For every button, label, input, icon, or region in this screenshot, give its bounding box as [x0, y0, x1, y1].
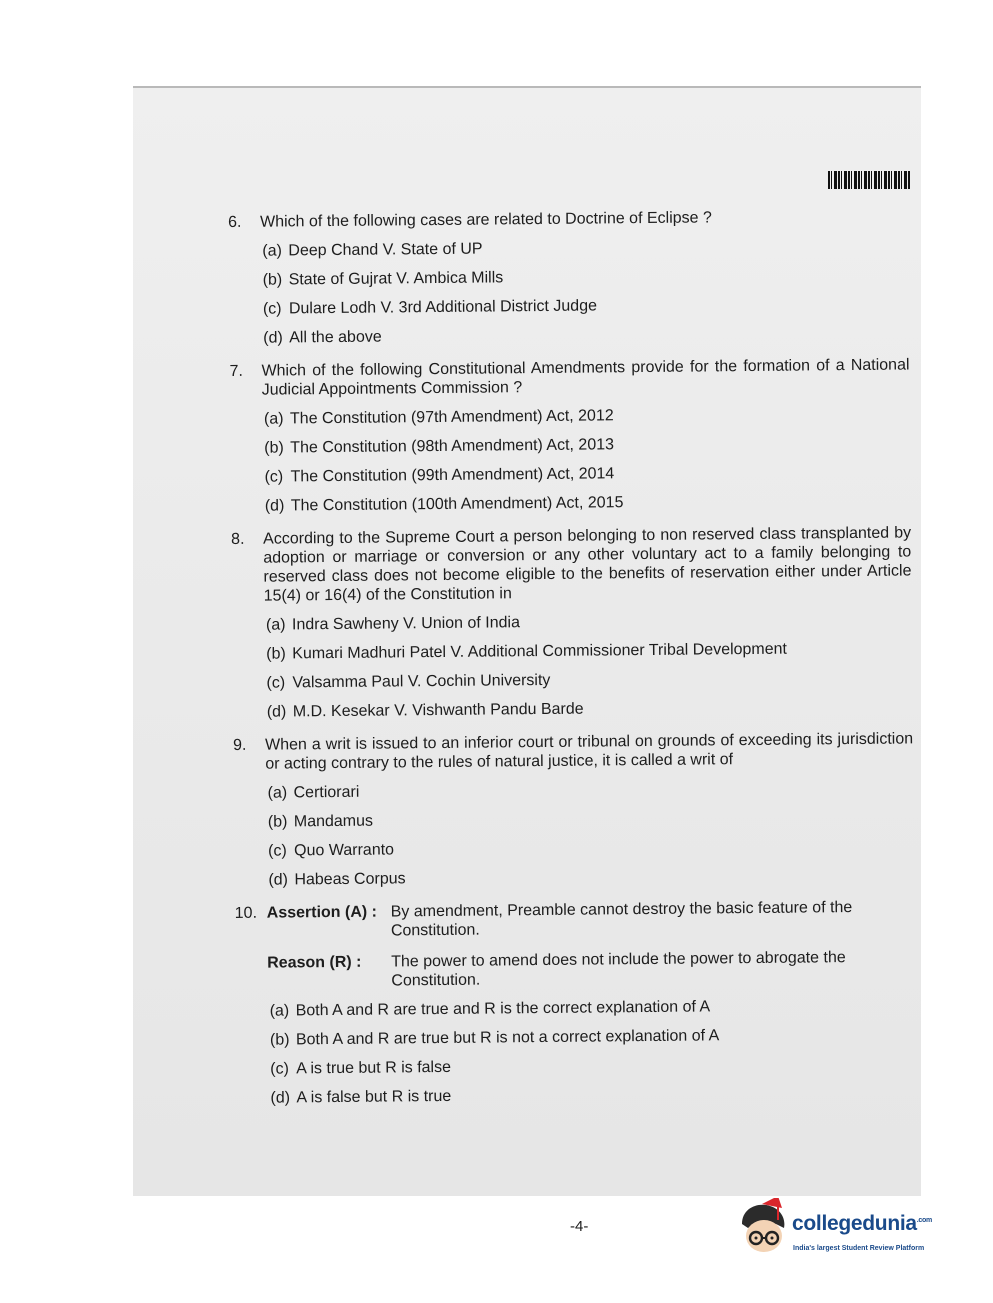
option-text: Dulare Lodh V. 3rd Additional District Judge: [288, 297, 598, 318]
option-label: (c): [262, 300, 282, 318]
option: [267, 696, 913, 721]
option: [266, 667, 912, 692]
option-label: (c): [264, 468, 284, 486]
question-text: Which of the following cases are related to Doctrine of Eclipse ?: [260, 209, 712, 231]
option: [268, 806, 914, 831]
student-mascot-icon: [736, 1198, 794, 1260]
question-8: [231, 523, 913, 722]
question-list: [228, 206, 917, 1121]
option-text: Both A and R are true and R is the correct explanation of A: [295, 998, 711, 1020]
option-label: (d): [270, 1089, 291, 1107]
option-label: (c): [270, 1060, 289, 1078]
assertion-text: By amendment, Preamble cannot destroy the basic feature of the Constitution.: [390, 899, 853, 940]
reason-row: [267, 947, 915, 991]
option-label: (a): [263, 410, 284, 428]
option-text: Mandamus: [293, 812, 374, 831]
option-text: The Constitution (98th Amendment) Act, 2013: [290, 436, 615, 457]
option-text: M.D. Kesekar V. Vishwanth Pandu Barde: [292, 700, 584, 721]
option-text: A is true but R is false: [296, 1058, 452, 1078]
option: [263, 264, 909, 289]
option-text: Valsamma Paul V. Cochin University: [292, 671, 551, 692]
option: [268, 864, 914, 889]
question-number: 9.: [233, 736, 247, 754]
option: [266, 638, 912, 663]
option-text: All the above: [289, 328, 382, 347]
option: [264, 403, 910, 428]
option-label: (a): [262, 242, 283, 260]
question-7: [229, 355, 910, 516]
option: [268, 835, 914, 860]
question-9: [233, 729, 914, 890]
option-label: (b): [264, 439, 284, 457]
option: [270, 995, 916, 1020]
question-number: 7.: [229, 362, 243, 380]
option-text: Kumari Madhuri Patel V. Additional Commissioner Tribal Development: [292, 640, 788, 663]
option-label: (c): [266, 674, 286, 692]
question-6: [228, 206, 909, 348]
option-label: (a): [267, 784, 288, 802]
option-text: Habeas Corpus: [294, 870, 406, 889]
option-label: (b): [269, 1031, 290, 1049]
option-label: (c): [268, 842, 287, 860]
brand-name: collegedunia$^{.com}$: [792, 1212, 932, 1235]
option: [265, 490, 911, 515]
option-label: (d): [268, 871, 289, 889]
assertion-row: [267, 897, 915, 941]
option: [262, 235, 908, 260]
option-text: Deep Chand V. State of UP: [288, 240, 483, 260]
option: [263, 293, 909, 318]
option: [270, 1024, 916, 1049]
page-number: -4-: [570, 1218, 589, 1235]
option: [266, 609, 912, 634]
option: [267, 777, 913, 802]
option-text: The Constitution (100th Amendment) Act, 2015: [290, 494, 624, 515]
option-label: (d): [266, 703, 287, 721]
question-number: 10.: [234, 904, 258, 922]
option: [263, 322, 909, 347]
option-label: (d): [263, 329, 283, 347]
option: [270, 1053, 916, 1078]
option-label: (b): [267, 813, 288, 831]
option-label: (d): [264, 497, 285, 515]
brand-dotcom: .com: [916, 1217, 932, 1224]
option-label: (b): [262, 271, 283, 289]
reason-label: Reason (R) :: [267, 953, 362, 972]
assertion-label: Assertion (A) :: [266, 903, 378, 922]
question-text: When a writ is issued to an inferior court or tribunal on grounds of exceeding its jurisdiction or acting contrary to the rules of natural justice, it is called a writ of: [265, 730, 914, 773]
option-text: Quo Warranto: [294, 841, 395, 860]
option: [264, 461, 910, 486]
question-text: Which of the following Constitutional Amendments provide for the formation of a National Judicial Appointments Commission ?: [261, 356, 910, 399]
question-10: [235, 897, 917, 1108]
option: [270, 1082, 916, 1107]
collegedunia-logo: [736, 1198, 966, 1268]
option-text: Certiorari: [293, 783, 360, 802]
option-text: A is false but R is true: [296, 1087, 452, 1107]
option-text: Both A and R are true but R is not a correct explanation of A: [295, 1027, 720, 1049]
barcode: [828, 171, 910, 189]
option-label: (a): [265, 616, 286, 634]
option-label: (b): [266, 645, 286, 663]
option-text: The Constitution (97th Amendment) Act, 2012: [289, 407, 614, 428]
option-text: Indra Sawheny V. Union of India: [291, 614, 521, 634]
question-number: 8.: [231, 530, 245, 548]
option: [264, 432, 910, 457]
option-text: The Constitution (99th Amendment) Act, 2014: [290, 465, 615, 486]
brand-tagline: India's largest Student Review Platform: [793, 1245, 925, 1252]
question-text: According to the Supreme Court a person belonging to non reserved class transplanted by adoption or marriage or conversion or any other voluntary act to a family belonging to reserved class does not become eligible to the benefits of reservation either under Article 15(4) or 16(4) of the Constitution in: [263, 524, 912, 605]
option-label: (a): [269, 1002, 290, 1020]
reason-text: The power to amend does not include the power to abrogate the Constitution.: [391, 949, 846, 990]
option-text: State of Gujrat V. Ambica Mills: [288, 269, 504, 289]
question-number: 6.: [228, 213, 242, 231]
